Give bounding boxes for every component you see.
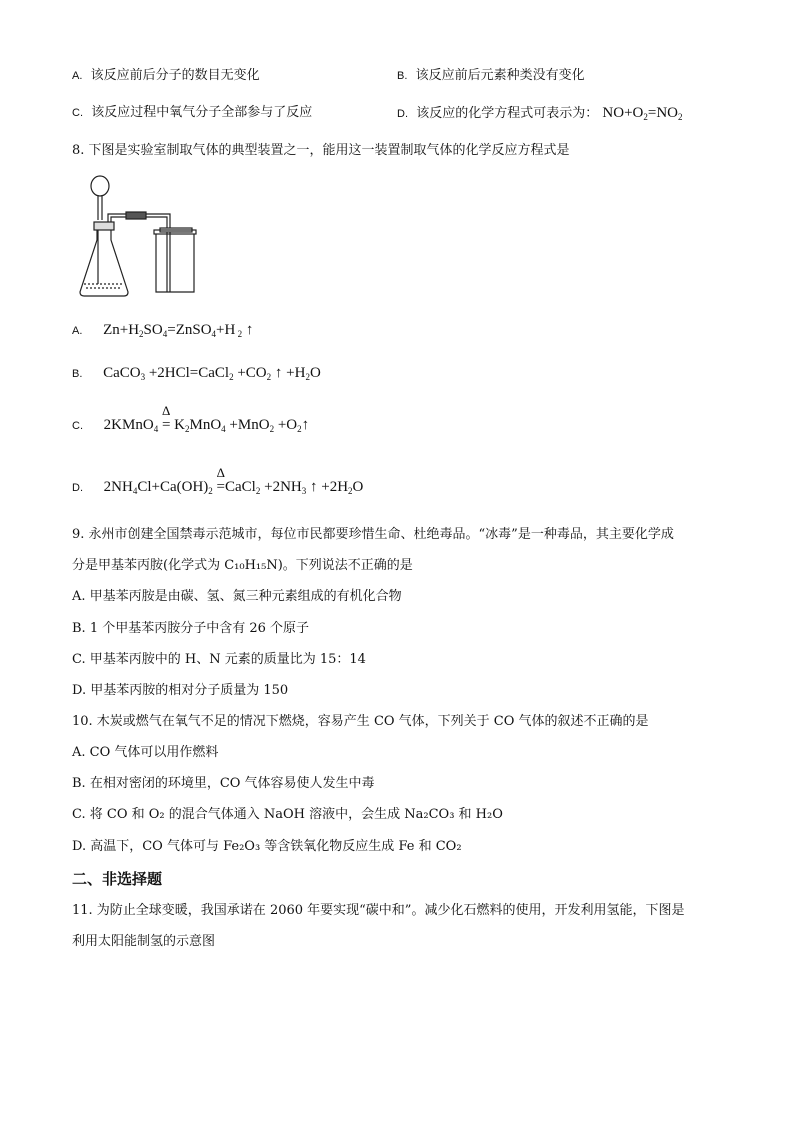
q10-option-b: B. 在相对密闭的环境里，CO 气体容易使人发生中毒 [72,776,375,791]
q8-option-d: D. $2NH_4Cl+Ca(OH)_2$ Δ =CaCl$_2$ $+2NH_3$ ↑ $+2H_2O$ [72,465,364,496]
q7-option-c: C. 该反应过程中氧气分子全部参与了反应 [72,105,313,120]
q8-option-a: A. $Zn+H_2SO_4=ZnSO_4+H$ $_2$ ↑ [72,322,254,339]
q9-option-a: A. 甲基苯丙胺是由碳、氢、氮三种元素组成的有机化合物 [72,589,402,604]
q9-stem-line1: 9. 永州市创建全国禁毒示范城市，每位市民都要珍惜生命、杜绝毒品。“冰毒”是一种毒品，其主要化学成 [72,527,674,542]
q10-option-c: C. 将 CO 和 O₂ 的混合气体通入 NaOH 溶液中，会生成 Na₂CO₃ 和 H₂O [72,807,503,822]
q8-option-b: B. CaCO$_3$ +2HCl=CaCl$_2$ $+CO_2$ ↑ $+H_2O$ [72,365,321,382]
q8-option-c: C. 2KMnO$_4$ Δ = $K_2MnO_4 +MnO_2$ $+O_2↑$ [72,403,310,434]
q8-b-equation: CaCO$_3$ +2HCl=CaCl$_2$ $+CO_2$ ↑ $+H_2O$ [103,365,321,382]
q8-a-equation: $Zn+H_2SO_4=ZnSO_4+H$ $_2$ ↑ [103,322,254,339]
q9-option-d: D. 甲基苯丙胺的相对分子质量为 150 [72,683,289,698]
q9-stem-line2: 分是甲基苯丙胺(化学式为 C₁₀H₁₅N)。下列说法不正确的是 [72,558,413,573]
section-heading: 二、非选择题 [72,870,163,888]
q11-line1: 11. 为防止全球变暖，我国承诺在 2060 年要实现“碳中和”。减少化石燃料的使用，开发利用氢能，下图是 [72,903,685,918]
q7-option-d: D. 该反应的化学方程式可表示为： $NO+O_2=NO_2$ [397,105,683,122]
q10-stem: 10. 木炭或燃气在氧气不足的情况下燃烧，容易产生 CO 气体，下列关于 CO 气体的叙述不正确的是 [72,714,649,729]
q9-option-b: B. 1 个甲基苯丙胺分子中含有 26 个原子 [72,621,310,636]
q11-line2: 利用太阳能制氢的示意图 [72,934,216,949]
q7-option-b: B. 该反应前后元素种类没有变化 [397,68,585,83]
q10-option-a: A. CO 气体可以用作燃料 [72,745,219,760]
q7-option-a: A. 该反应前后分子的数目无变化 [72,68,260,83]
q8-stem: 8. 下图是实验室制取气体的典型装置之一，能用这一装置制取气体的化学反应方程式是 [72,143,570,158]
q10-option-d: D. 高温下，CO 气体可与 Fe₂O₃ 等含铁氧化物反应生成 Fe 和 CO₂ [72,839,462,854]
q8-d-equation: $2NH_4Cl+Ca(OH)_2$ Δ =CaCl$_2$ $+2NH_3$ ↑ $+2H_2O$ [103,465,364,496]
q9-option-c: C. 甲基苯丙胺中的 H、N 元素的质量比为 15：14 [72,652,366,667]
q7-d-equation: $NO+O_2=NO_2$ [602,105,683,122]
gas-generation-apparatus-diagram [76,172,198,302]
q8-c-equation: 2KMnO$_4$ Δ = $K_2MnO_4 +MnO_2$ $+O_2↑$ [103,403,310,434]
